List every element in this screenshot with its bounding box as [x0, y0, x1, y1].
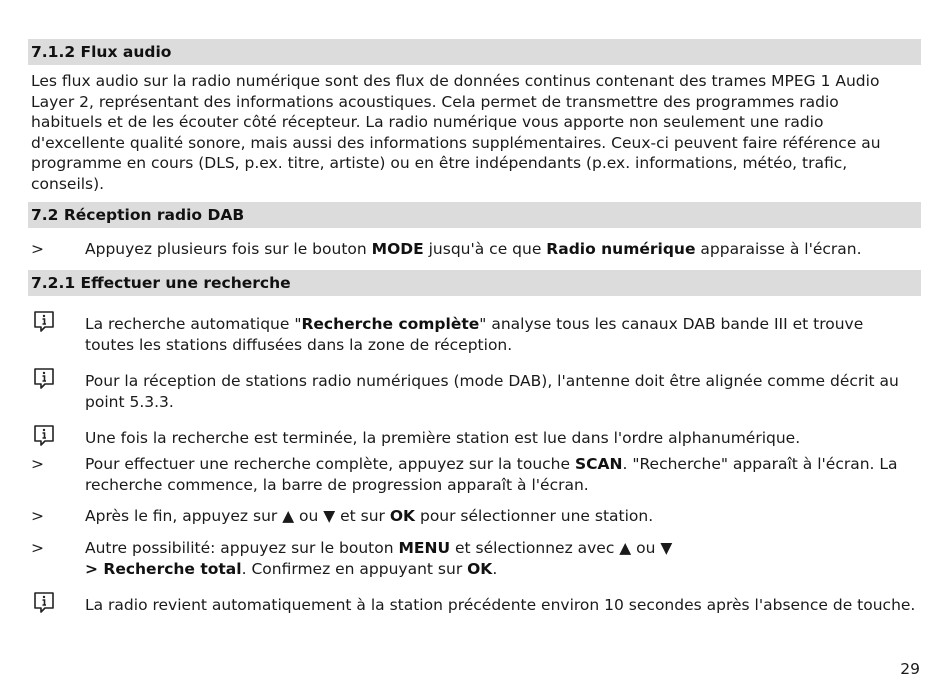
heading-text: 7.2.1 Effectuer une recherche: [31, 274, 291, 292]
heading-text: 7.1.2 Flux audio: [31, 43, 172, 61]
info-note-icon: [32, 424, 56, 448]
keyword-recherche-total: > Recherche total: [85, 559, 242, 578]
step-text: Après le fin, appuyez sur ▲ ou ▼ et sur OK pour sélectionner une station.: [85, 507, 654, 525]
keyword-menu: MENU: [398, 539, 451, 557]
keyword-ok: OK: [467, 559, 493, 578]
step-marker: >: [31, 507, 44, 525]
step-marker: >: [31, 240, 44, 258]
step-text: Appuyez plusieurs fois sur le bouton MODE jusqu'à ce que Radio numérique apparaisse à l'écran.: [85, 240, 862, 258]
section-heading-effectuer-recherche: [28, 270, 921, 296]
page-number: 29: [900, 660, 920, 678]
step-marker: >: [31, 539, 44, 557]
keyword-radio-numerique: Radio numérique: [546, 240, 696, 258]
heading-text: 7.2 Réception radio DAB: [31, 206, 245, 224]
keyword-recherche-complete: Recherche complète: [301, 315, 480, 333]
keyword-scan: SCAN: [574, 455, 623, 473]
info-note-icon: [32, 591, 56, 615]
flux-audio-paragraph: Les flux audio sur la radio numérique sont des flux de données continus contenant des trames MPEG 1 Audio Layer 2, représentant des informations acoustiques. Cela permet de transmettre des programmes radio habituels et de les écouter côté récepteur. La radio numérique vous apporte non seulement une radio d'excellente qualité sonore, mais aussi des informations supplémentaires. Ceux-ci peuvent faire référence au programme en cours (DLS, p.ex. titre, artiste) ou en être indépendants (p.ex. informations, météo, trafic, conseils).: [31, 72, 881, 193]
note-text: Une fois la recherche est terminée, la première station est lue dans l'ordre alphanumérique.: [85, 429, 801, 447]
keyword-mode: MODE: [371, 240, 424, 258]
section-heading-reception-dab: [28, 202, 921, 228]
note-text: La radio revient automatiquement à la station précédente environ 10 secondes après l'absence de touche.: [85, 596, 916, 614]
step-text: Pour effectuer une recherche complète, appuyez sur la touche SCAN. "Recherche" apparaît à l'écran. La recherche commence, la barre de progression apparaît à l'écran.: [85, 455, 898, 494]
step-text: Autre possibilité: appuyez sur le bouton MENU et sélectionnez avec ▲ ou ▼ > Recherche total. Confirmez en appuyant sur OK.: [85, 539, 673, 578]
info-note-icon: [32, 310, 56, 334]
step-marker: >: [31, 455, 44, 473]
info-note-icon: [32, 367, 56, 391]
section-heading-flux-audio: [28, 39, 921, 65]
keyword-ok: OK: [389, 507, 416, 525]
note-text: Pour la réception de stations radio numériques (mode DAB), l'antenne doit être alignée comme décrit au point 5.3.3.: [85, 372, 899, 411]
note-text: La recherche automatique "Recherche complète" analyse tous les canaux DAB bande III et trouve toutes les stations diffusées dans la zone de réception.: [85, 315, 864, 354]
